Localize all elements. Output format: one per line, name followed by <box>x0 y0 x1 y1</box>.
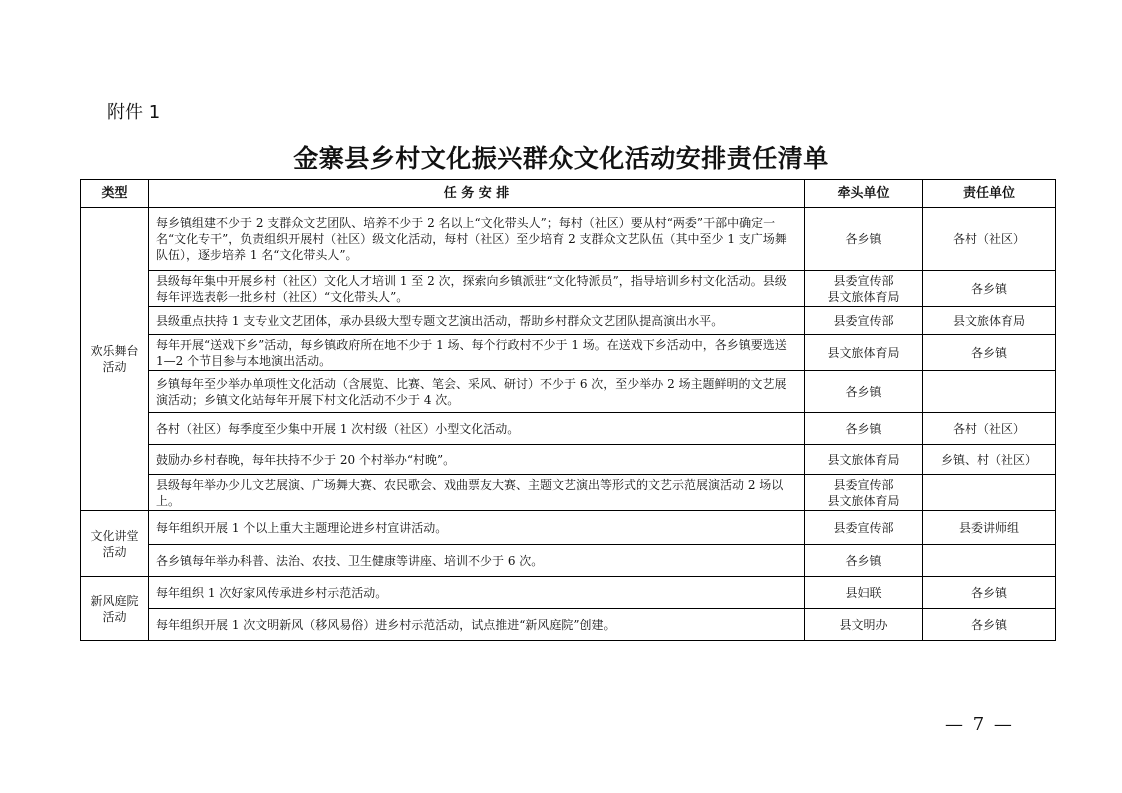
lead-unit-cell <box>805 371 923 413</box>
table-row <box>81 307 1056 335</box>
lead-unit-cell <box>805 475 923 511</box>
table-row <box>81 371 1056 413</box>
lead-unit-cell <box>805 208 923 271</box>
lead-unit-name: 县文旅体育局 <box>827 289 900 304</box>
task-cell: 每年组织 1 次好家风传承进乡村示范活动。 <box>149 577 805 609</box>
table-row <box>81 445 1056 475</box>
task-cell: 每乡镇组建不少于 2 支群众文艺团队、培养不少于 2 名以上“文化带头人”；每村（社区）要从村“两委”干部中确定一名“文化专干”，负责组织开展村（社区）级文化活动，每村（社区）至少培育 2 支群众文艺队伍（其中至少 1 支广场舞队伍），逐步培养 1 名“文化带头人”。 <box>149 208 805 271</box>
lead-unit-cell <box>805 335 923 371</box>
task-cell: 乡镇每年至少举办单项性文化活动（含展览、比赛、笔会、采风、研讨）不少于 6 次，至少举办 2 场主题鲜明的文艺展演活动；乡镇文化站每年开展下村文化活动不少于 4 次。 <box>149 371 805 413</box>
responsible-unit-cell <box>923 475 1056 511</box>
table-row <box>81 545 1056 577</box>
task-cell: 县级每年举办少儿文艺展演、广场舞大赛、农民歌会、戏曲票友大赛、主题文艺演出等形式的文艺示范展演活动 2 场以上。 <box>149 475 805 511</box>
lead-unit-cell <box>805 307 923 335</box>
responsible-unit-cell: 县文旅体育局 <box>923 307 1056 335</box>
responsibility-table <box>80 179 1056 641</box>
attachment-label: 附件 1 <box>107 102 161 123</box>
lead-unit-cell <box>805 577 923 609</box>
lead-unit-name: 县妇联 <box>845 585 882 600</box>
task-cell: 每年组织开展 1 个以上重大主题理论进乡村宣讲活动。 <box>149 511 805 545</box>
table-row <box>81 335 1056 371</box>
lead-unit-cell <box>805 609 923 641</box>
lead-unit-cell <box>805 445 923 475</box>
lead-unit-name: 县委宣传部 <box>833 520 894 535</box>
table-row <box>81 475 1056 511</box>
responsible-unit-cell: 各村（社区） <box>923 208 1056 271</box>
task-cell: 每年开展“送戏下乡”活动，每乡镇政府所在地不少于 1 场、每个行政村不少于 1 场。在送戏下乡活动中，各乡镇要选送 1—2 个节目参与本地演出活动。 <box>149 335 805 371</box>
lead-unit-cell <box>805 545 923 577</box>
header-lead-unit: 牵头单位 <box>805 180 923 208</box>
task-cell: 各乡镇每年举办科普、法治、农技、卫生健康等讲座、培训不少于 6 次。 <box>149 545 805 577</box>
table-row <box>81 511 1056 545</box>
lead-unit-name: 各乡镇 <box>845 384 882 399</box>
responsible-unit-cell: 各乡镇 <box>923 271 1056 307</box>
responsible-unit-cell <box>923 371 1056 413</box>
responsible-unit-cell: 各村（社区） <box>923 413 1056 445</box>
responsible-unit-cell: 乡镇、村（社区） <box>923 445 1056 475</box>
lead-unit-name: 县文明办 <box>839 617 888 632</box>
lead-unit-name: 县委宣传部 <box>833 313 894 328</box>
task-cell: 县级重点扶持 1 支专业文艺团体，承办县级大型专题文艺演出活动，帮助乡村群众文艺团队提高演出水平。 <box>149 307 805 335</box>
task-cell: 每年组织开展 1 次文明新风（移风易俗）进乡村示范活动，试点推进“新风庭院”创建。 <box>149 609 805 641</box>
table-body <box>81 208 1056 641</box>
lead-unit-name: 县文旅体育局 <box>827 452 900 467</box>
lead-unit-name: 各乡镇 <box>845 421 882 436</box>
task-cell: 鼓励办乡村春晚，每年扶持不少于 20 个村举办“村晚”。 <box>149 445 805 475</box>
activity-type-cell: 新风庭院活动 <box>81 577 149 641</box>
responsible-unit-cell: 各乡镇 <box>923 577 1056 609</box>
responsible-unit-cell <box>923 545 1056 577</box>
lead-unit-name: 县委宣传部 <box>833 477 894 492</box>
table-row <box>81 413 1056 445</box>
document-title: 金寨县乡村文化振兴群众文化活动安排责任清单 <box>293 144 829 173</box>
lead-unit-cell <box>805 413 923 445</box>
lead-unit-name: 县委宣传部 <box>833 273 894 288</box>
lead-unit-name: 县文旅体育局 <box>827 493 900 508</box>
table-row <box>81 208 1056 271</box>
responsible-unit-cell: 县委讲师组 <box>923 511 1056 545</box>
lead-unit-cell <box>805 511 923 545</box>
header-type: 类型 <box>81 180 149 208</box>
header-task: 任 务 安 排 <box>149 180 805 208</box>
lead-unit-cell <box>805 271 923 307</box>
task-cell: 县级每年集中开展乡村（社区）文化人才培训 1 至 2 次，探索向乡镇派驻“文化特派员”，指导培训乡村文化活动。县级每年评选表彰一批乡村（社区）“文化带头人”。 <box>149 271 805 307</box>
table-row <box>81 577 1056 609</box>
page-number: — 7 — <box>945 714 1014 735</box>
table-header-row <box>81 180 1056 208</box>
table-row <box>81 609 1056 641</box>
responsible-unit-cell: 各乡镇 <box>923 335 1056 371</box>
task-cell: 各村（社区）每季度至少集中开展 1 次村级（社区）小型文化活动。 <box>149 413 805 445</box>
header-responsible-unit: 责任单位 <box>923 180 1056 208</box>
lead-unit-name: 各乡镇 <box>845 553 882 568</box>
lead-unit-name: 县文旅体育局 <box>827 345 900 360</box>
lead-unit-name: 各乡镇 <box>845 232 882 246</box>
activity-type-cell: 欢乐舞台活动 <box>81 208 149 511</box>
table-row <box>81 271 1056 307</box>
activity-type-cell: 文化讲堂活动 <box>81 511 149 577</box>
responsible-unit-cell: 各乡镇 <box>923 609 1056 641</box>
